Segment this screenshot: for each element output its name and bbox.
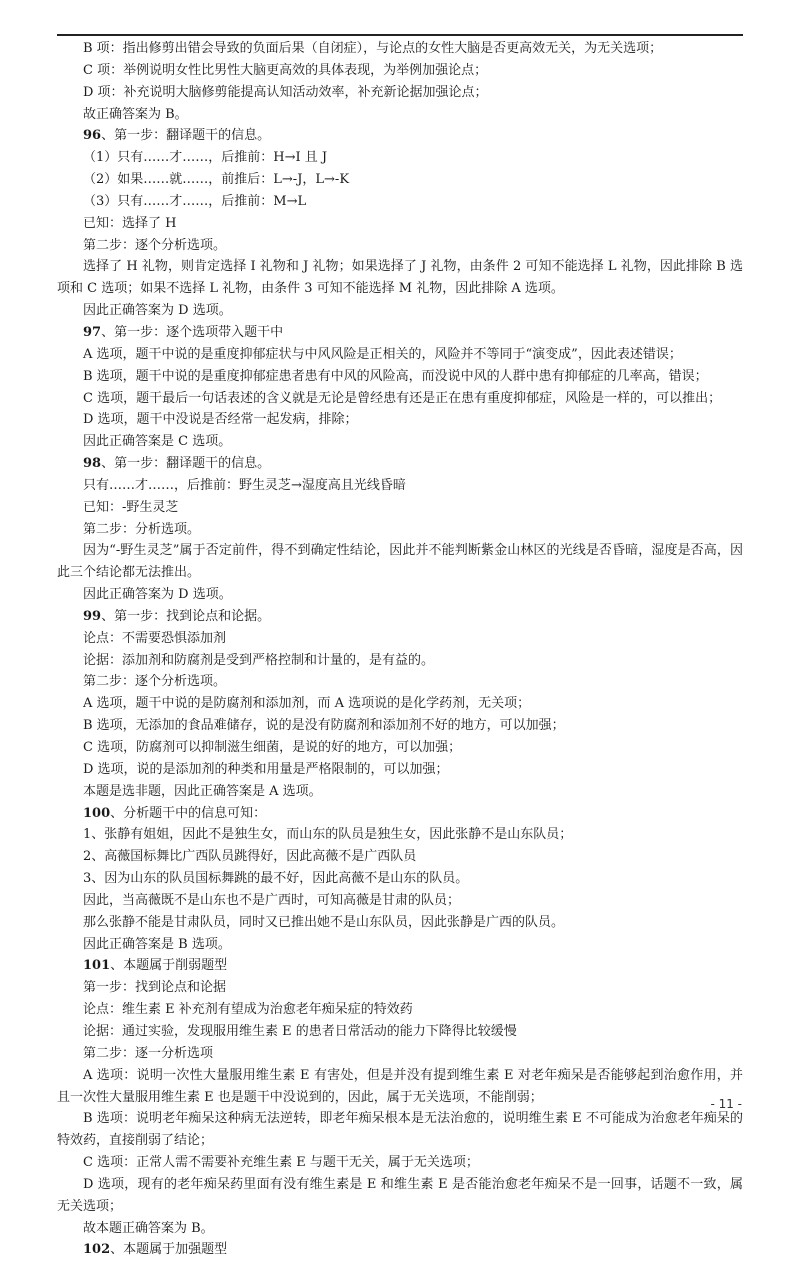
text-line: B 选项，题干中说的是重度抑郁症患者患有中风的风险高，而没说中风的人群中患有抑郁症的几率高，错误；	[83, 368, 708, 384]
question-number: 99	[83, 608, 102, 624]
text-line: D 项：补充说明大脑修剪能提高认知活动效率，补充新论据加强论点；	[83, 84, 488, 100]
text-line: 论据：添加剂和防腐剂是受到严格控制和计量的，是有益的。	[83, 652, 435, 668]
question-number: 100	[83, 805, 111, 821]
question-number: 98	[83, 456, 102, 472]
text-line: B 选项，无添加的食品难储存，说的是没有防腐剂和添加剂不好的地方，可以加强；	[83, 718, 565, 734]
text-line: 2、高薇国标舞比广西队员跳得好，因此高薇不是广西队员	[83, 849, 417, 865]
text-line: 已知：-野生灵芝	[83, 499, 179, 515]
text-line: B 项：指出修剪出错会导致的负面后果（自闭症），与论点的女性大脑是否更高效无关，为无关选项；	[83, 41, 663, 56]
paragraph: 因为“-野生灵芝”属于否定前件，得不到确定性结论，因此并不能判断紫金山林区的光线是否昏暗，湿度是否高，因此三个结论都无法推出。	[57, 543, 743, 581]
text-line: 本题是选非题，因此正确答案是 A 选项。	[83, 783, 322, 799]
text-line: 故正确答案为 B。	[83, 106, 188, 122]
text-line: 那么张静不能是甘肃队员，同时又已推出她不是山东队员，因此张静是广西的队员。	[83, 914, 565, 930]
text-line: 论点：维生素 E 补充剂有望成为治愈老年痴呆症的特效药	[83, 1002, 413, 1018]
question-number: 96	[83, 128, 102, 144]
text-line: 故本题正确答案为 B。	[83, 1220, 214, 1236]
paragraph: D 选项，现有的老年痴呆药里面有没有维生素是 E 和维生素 E 是否能治愈老年痴呆不是一回事，话题不一致，属无关选项；	[57, 1176, 743, 1214]
question-heading-text: 、本题属于削弱题型	[110, 958, 228, 974]
question-heading-text: 、第一步：逐个选项带入题干中	[101, 324, 284, 340]
text-line: 第二步：逐一分析选项	[83, 1045, 214, 1061]
text-line: A 选项，题干中说的是重度抑郁症状与中风风险是正相关的，风险并不等同于“演变成”，因此表述错误；	[83, 346, 682, 362]
paragraph: 选择了 H 礼物，则肯定选择 I 礼物和 J 礼物；如果选择了 J 礼物，由条件 2 可知不能选择 L 礼物，因此排除 B 选项和 C 选项；如果不选择 L 礼物，由条件 3 可知不能选择 M 礼物，因此排除 A 选项。	[57, 259, 743, 297]
question-number: 101	[83, 958, 111, 974]
question-heading-text: 、第一步：找到论点和论据。	[101, 608, 271, 624]
question-heading-text: 、分析题干中的信息可知：	[110, 805, 267, 821]
text-line: 第二步：分析选项。	[83, 521, 201, 537]
text-line: 第二步：逐个分析选项。	[83, 237, 227, 253]
text-line: 3、因为山东的队员国标舞跳的最不好，因此高薇不是山东的队员。	[83, 871, 469, 887]
text-line: 因此正确答案为 D 选项。	[83, 303, 232, 319]
text-line: 因此正确答案为 D 选项。	[83, 587, 232, 603]
question-99-heading	[57, 606, 743, 628]
page-number: - 11 -	[710, 1097, 742, 1111]
text-line: 只有……才……，后推前：野生灵芝→湿度高且光线昏暗	[83, 477, 406, 493]
question-102-heading	[57, 1239, 743, 1261]
header-rule	[57, 34, 743, 36]
text-line: （3）只有……才……，后推前：M→L	[83, 193, 307, 209]
question-100-heading	[57, 803, 743, 825]
text-line: D 选项，题干中没说是否经常一起发病，排除；	[83, 412, 358, 428]
text-line: 已知：选择了 H	[83, 215, 177, 231]
question-101-heading	[57, 955, 743, 977]
text-line: C 项：举例说明女性比男性大脑更高效的具体表现，为举例加强论点；	[83, 62, 488, 78]
text-line: 论据：通过实验，发现服用维生素 E 的患者日常活动的能力下降得比较缓慢	[83, 1023, 517, 1039]
question-number: 97	[83, 324, 102, 340]
question-heading-text: 、第一步：翻译题干的信息。	[101, 128, 271, 144]
text-line: C 选项：正常人需不需要补充维生素 E 与题干无关，属于无关选项；	[83, 1155, 479, 1171]
question-96-heading	[57, 125, 743, 147]
paragraph: C 选项，题干最后一句话表述的含义就是无论是曾经患有还是正在患有重度抑郁症，风险是一样的，可以推出；	[83, 390, 722, 406]
text-line: A 选项，题干中说的是防腐剂和添加剂，而 A 选项说的是化学药剂，无关项；	[83, 696, 531, 712]
paragraph: B 选项：说明老年痴呆这种病无法逆转，即老年痴呆根本是无法治愈的，说明维生素 E 不可能成为治愈老年痴呆的特效药，直接削弱了结论；	[57, 1111, 743, 1149]
text-line: 因此正确答案是 B 选项。	[83, 936, 231, 952]
text-line: 第一步：找到论点和论据	[83, 980, 227, 996]
document-body	[57, 38, 743, 1261]
text-line: C 选项，防腐剂可以抑制滋生细菌，是说的好的地方，可以加强；	[83, 740, 462, 755]
text-line: 论点：不需要恐惧添加剂	[83, 630, 227, 646]
text-line: 第二步：逐个分析选项。	[83, 674, 227, 690]
question-number: 102	[83, 1242, 111, 1258]
question-97-heading	[57, 322, 743, 344]
paragraph: A 选项：说明一次性大量服用维生素 E 有害处，但是并没有提到维生素 E 对老年痴呆是否能够起到治愈作用，并且一次性大量服用维生素 E 也是题干中没说到的，因此，属于无关选项，不能削弱；	[57, 1067, 743, 1105]
question-heading-text: 、本题属于加强题型	[110, 1242, 228, 1258]
text-line: 因此，当高薇既不是山东也不是广西时，可知高薇是甘肃的队员；	[83, 892, 461, 908]
text-line: 因此正确答案是 C 选项。	[83, 434, 232, 450]
text-line: 1、张静有姐姐，因此不是独生女，而山东的队员是独生女，因此张静不是山东队员；	[83, 827, 573, 843]
text-line: （2）如果……就……，前推后：L→-J，L→-K	[83, 172, 350, 188]
text-line: （1）只有……才……，后推前：H→I 且 J	[83, 150, 328, 166]
text-line: D 选项，说的是添加剂的种类和用量是严格限制的，可以加强；	[83, 761, 449, 777]
question-98-heading	[57, 453, 743, 475]
question-heading-text: 、第一步：翻译题干的信息。	[101, 456, 271, 472]
